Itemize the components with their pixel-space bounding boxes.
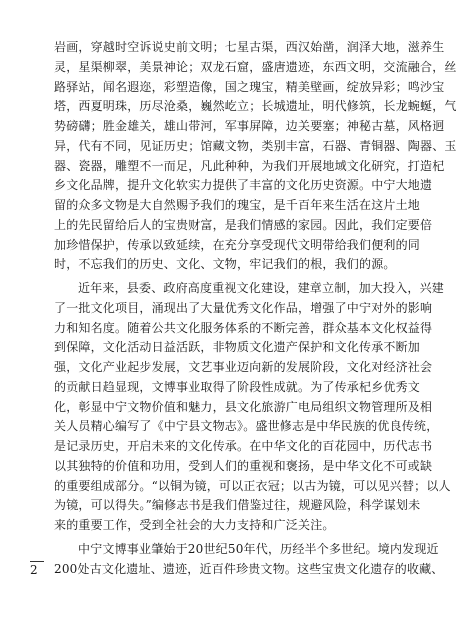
text-line: 到保障，文化活动日益活跃，非物质文化遗产保护和文化传承不断加 — [54, 340, 421, 355]
text-line: 关人员精心编写了《中宁县文物志》。盛世修志是中华民族的优良传统， — [54, 419, 439, 434]
text-line: 岩画，穿越时空诉说史前文明；七星古渠，西汉始凿，润泽大地，滋养生 — [54, 40, 445, 54]
paragraph-2 — [54, 279, 451, 536]
text-line: 200处古文化遗址、遗迹，近百件珍贵文物。这些宝贵文化遗存的收藏、 — [54, 561, 444, 576]
footer-rule — [30, 561, 44, 562]
text-line: 灵，星渠柳翠，美景神论；双龙石窟，盛唐遗迹，东西文明，交流融合，丝 — [54, 59, 457, 74]
paragraph-3 — [54, 540, 444, 580]
text-line: 中宁文博事业肇始于20世纪50年代，历经半个多世纪。境内发现近 — [78, 541, 439, 556]
text-line: 是记录历史，开启未来的文化传承。在中华文化的百花园中，历代志书 — [54, 439, 433, 453]
page-number: 2 — [30, 563, 38, 577]
text-line: 路驿站，闻名遐迩，彩塑造像，国之瑰宝，精美壁画，绽放异彩；鸣沙宝 — [54, 79, 445, 94]
paragraph-1 — [54, 38, 457, 275]
text-line: 以其独特的价值和功用，受到人们的重视和褒扬，是中华文化不可或缺 — [54, 458, 433, 473]
document-page — [54, 38, 457, 579]
text-line: 来的重要工作，受到全社会的大力支持和广泛关注。 — [54, 518, 335, 532]
text-line: 留的众多文物是大自然赐予我们的瑰宝，是千百年来生活在这片土地 — [54, 198, 421, 212]
text-line: 势磅礴；胜金雄关，雄山带河，军事屏障，边关要塞；神秘古墓，风格迥 — [54, 119, 445, 133]
text-line: 器、瓷器，雕塑不一而足，凡此种种，为我们开展地域文化研究，打造杞 — [54, 158, 445, 173]
text-line: 为镜，可以得失。”编修志书是我们借鉴过往，规避风险，科学谋划未 — [54, 498, 421, 513]
text-line: 乡文化品牌，提升文化软实力提供了丰富的文化历史资源。中宁大地遗 — [54, 178, 433, 193]
text-line: 力和知名度。随着公共文化服务体系的不断完善，群众基本文化权益得 — [54, 320, 433, 335]
text-line: 加珍惜保护，传承以致延续，在充分享受现代文明带给我们便利的同 — [54, 237, 421, 252]
text-line: 时，不忘我们的历史、文化、文物，牢记我们的根，我们的源。 — [54, 257, 396, 272]
text-line: 了一批文化项目，涌现出了大量优秀文化作品，增强了中宁对外的影响 — [54, 300, 433, 315]
text-line: 上的先民留给后人的宝贵财富，是我们情感的家园。因此，我们定要倍 — [54, 217, 433, 232]
text-line: 近年来，县委、政府高度重视文化建设，建章立制，加大投入，兴建 — [78, 281, 445, 295]
text-line: 异，代有不同，见证历史；馆藏文物，类别丰富，石器、青铜器、陶器、玉 — [54, 138, 457, 153]
text-line: 化，彰显中宁文物价值和魅力，县文化旅游广电局组织文物管理所及相 — [54, 399, 433, 414]
text-line: 强，文化产业起步发展，文艺事业迈向新的发展阶段，文化对经济社会 — [54, 360, 433, 374]
text-line: 的贡献日趋显现，文博事业取得了阶段性成就。为了传承杞乡优秀文 — [54, 379, 421, 394]
text-line: 塔，西夏明珠，历尽沧桑，巍然屹立；长城遗址，明代修筑，长龙蜿蜒，气 — [54, 99, 457, 114]
text-line: 的重要组成部分。“以铜为镜，可以正衣冠；以古为镜，可以见兴替；以人 — [54, 478, 451, 493]
